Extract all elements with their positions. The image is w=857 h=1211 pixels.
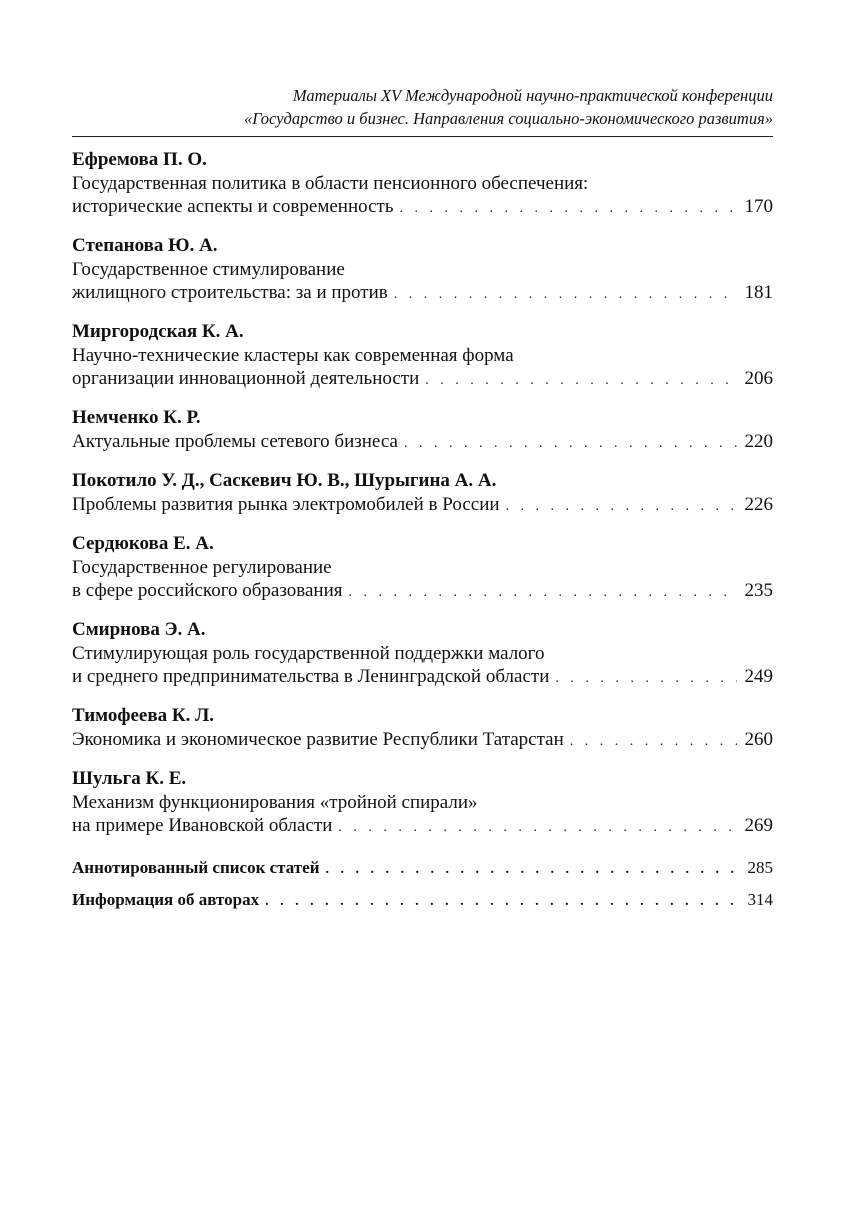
page-number: 260	[744, 729, 773, 750]
entry-author: Смирнова Э. А.	[72, 619, 206, 640]
entry-author: Сердюкова Е. А.	[72, 533, 214, 554]
toc-entry[interactable]	[72, 469, 773, 518]
entry-title-line: в сфере российского образования	[72, 580, 343, 601]
entry-title-line: Государственная политика в области пенсионного обеспечения:	[72, 173, 589, 194]
page-number: 285	[747, 858, 773, 877]
entry-title-line: организации инновационной деятельности	[72, 368, 420, 389]
entry-author: Шульга К. Е.	[72, 768, 187, 789]
dot-leader	[570, 730, 737, 753]
dot-leader	[338, 816, 736, 839]
entry-author: Миргородская К. А.	[72, 321, 244, 342]
entry-title-line: Механизм функционирования «тройной спирали»	[72, 792, 478, 813]
page-number: 170	[744, 196, 773, 217]
entry-title-line: Актуальные проблемы сетевого бизнеса	[72, 431, 398, 452]
header-line-1: Материалы XV Международной научно-практической конференции	[292, 86, 773, 105]
toc-final-entry[interactable]	[72, 885, 773, 917]
entry-author: Покотило У. Д., Саскевич Ю. В., Шурыгина А. А.	[72, 470, 497, 491]
toc-entry[interactable]	[72, 406, 773, 455]
page-number: 181	[744, 282, 773, 303]
entry-title-line: и среднего предпринимательства в Ленинградской области	[72, 666, 550, 687]
entry-title-line: Проблемы развития рынка электромобилей в России	[72, 494, 500, 515]
page-number: 220	[744, 431, 773, 452]
entry-title-line: Научно-технические кластеры как современная форма	[72, 345, 514, 366]
dot-leader	[555, 667, 736, 690]
dot-leader	[400, 197, 737, 220]
table-of-contents	[72, 148, 773, 917]
toc-entry[interactable]	[72, 618, 773, 690]
dot-leader	[425, 369, 736, 392]
entry-title-line: на примере Ивановской области	[72, 815, 333, 836]
toc-final-entry[interactable]	[72, 853, 773, 885]
toc-entry[interactable]	[72, 704, 773, 753]
dot-leader	[394, 283, 737, 306]
entry-author: Ефремова П. О.	[72, 149, 207, 170]
entry-title-line: Государственное стимулирование	[72, 259, 345, 280]
entry-title-line: исторические аспекты и современность	[72, 196, 394, 217]
entry-title-line: Стимулирующая роль государственной поддержки малого	[72, 643, 545, 664]
entry-title-line: Экономика и экономическое развитие Республики Татарстан	[72, 729, 564, 750]
entry-author: Немченко К. Р.	[72, 407, 201, 428]
dot-leader	[348, 581, 736, 604]
toc-final-section	[72, 853, 773, 917]
entry-title-line: Государственное регулирование	[72, 557, 332, 578]
entry-title-line: жилищного строительства: за и против	[72, 282, 388, 303]
section-title: Аннотированный список статей	[72, 858, 320, 877]
toc-entry[interactable]	[72, 320, 773, 392]
toc-entry[interactable]	[72, 767, 773, 839]
toc-entry[interactable]	[72, 234, 773, 306]
toc-entry[interactable]	[72, 148, 773, 220]
page-number: 206	[744, 368, 773, 389]
header-line-2: «Государство и бизнес. Направления социально-экономического развития»	[243, 109, 773, 128]
toc-entry[interactable]	[72, 532, 773, 604]
entry-author: Степанова Ю. А.	[72, 235, 218, 256]
page-number: 314	[747, 890, 773, 909]
entry-author: Тимофеева К. Л.	[72, 705, 215, 726]
page-number: 226	[744, 494, 773, 515]
dot-leader	[506, 495, 737, 518]
page-number: 235	[744, 580, 773, 601]
page-number: 249	[744, 666, 773, 687]
dot-leader	[326, 855, 740, 885]
section-title: Информация об авторах	[72, 890, 260, 909]
page-number: 269	[744, 815, 773, 836]
dot-leader	[404, 432, 737, 455]
running-header	[72, 84, 773, 137]
dot-leader	[265, 887, 739, 917]
